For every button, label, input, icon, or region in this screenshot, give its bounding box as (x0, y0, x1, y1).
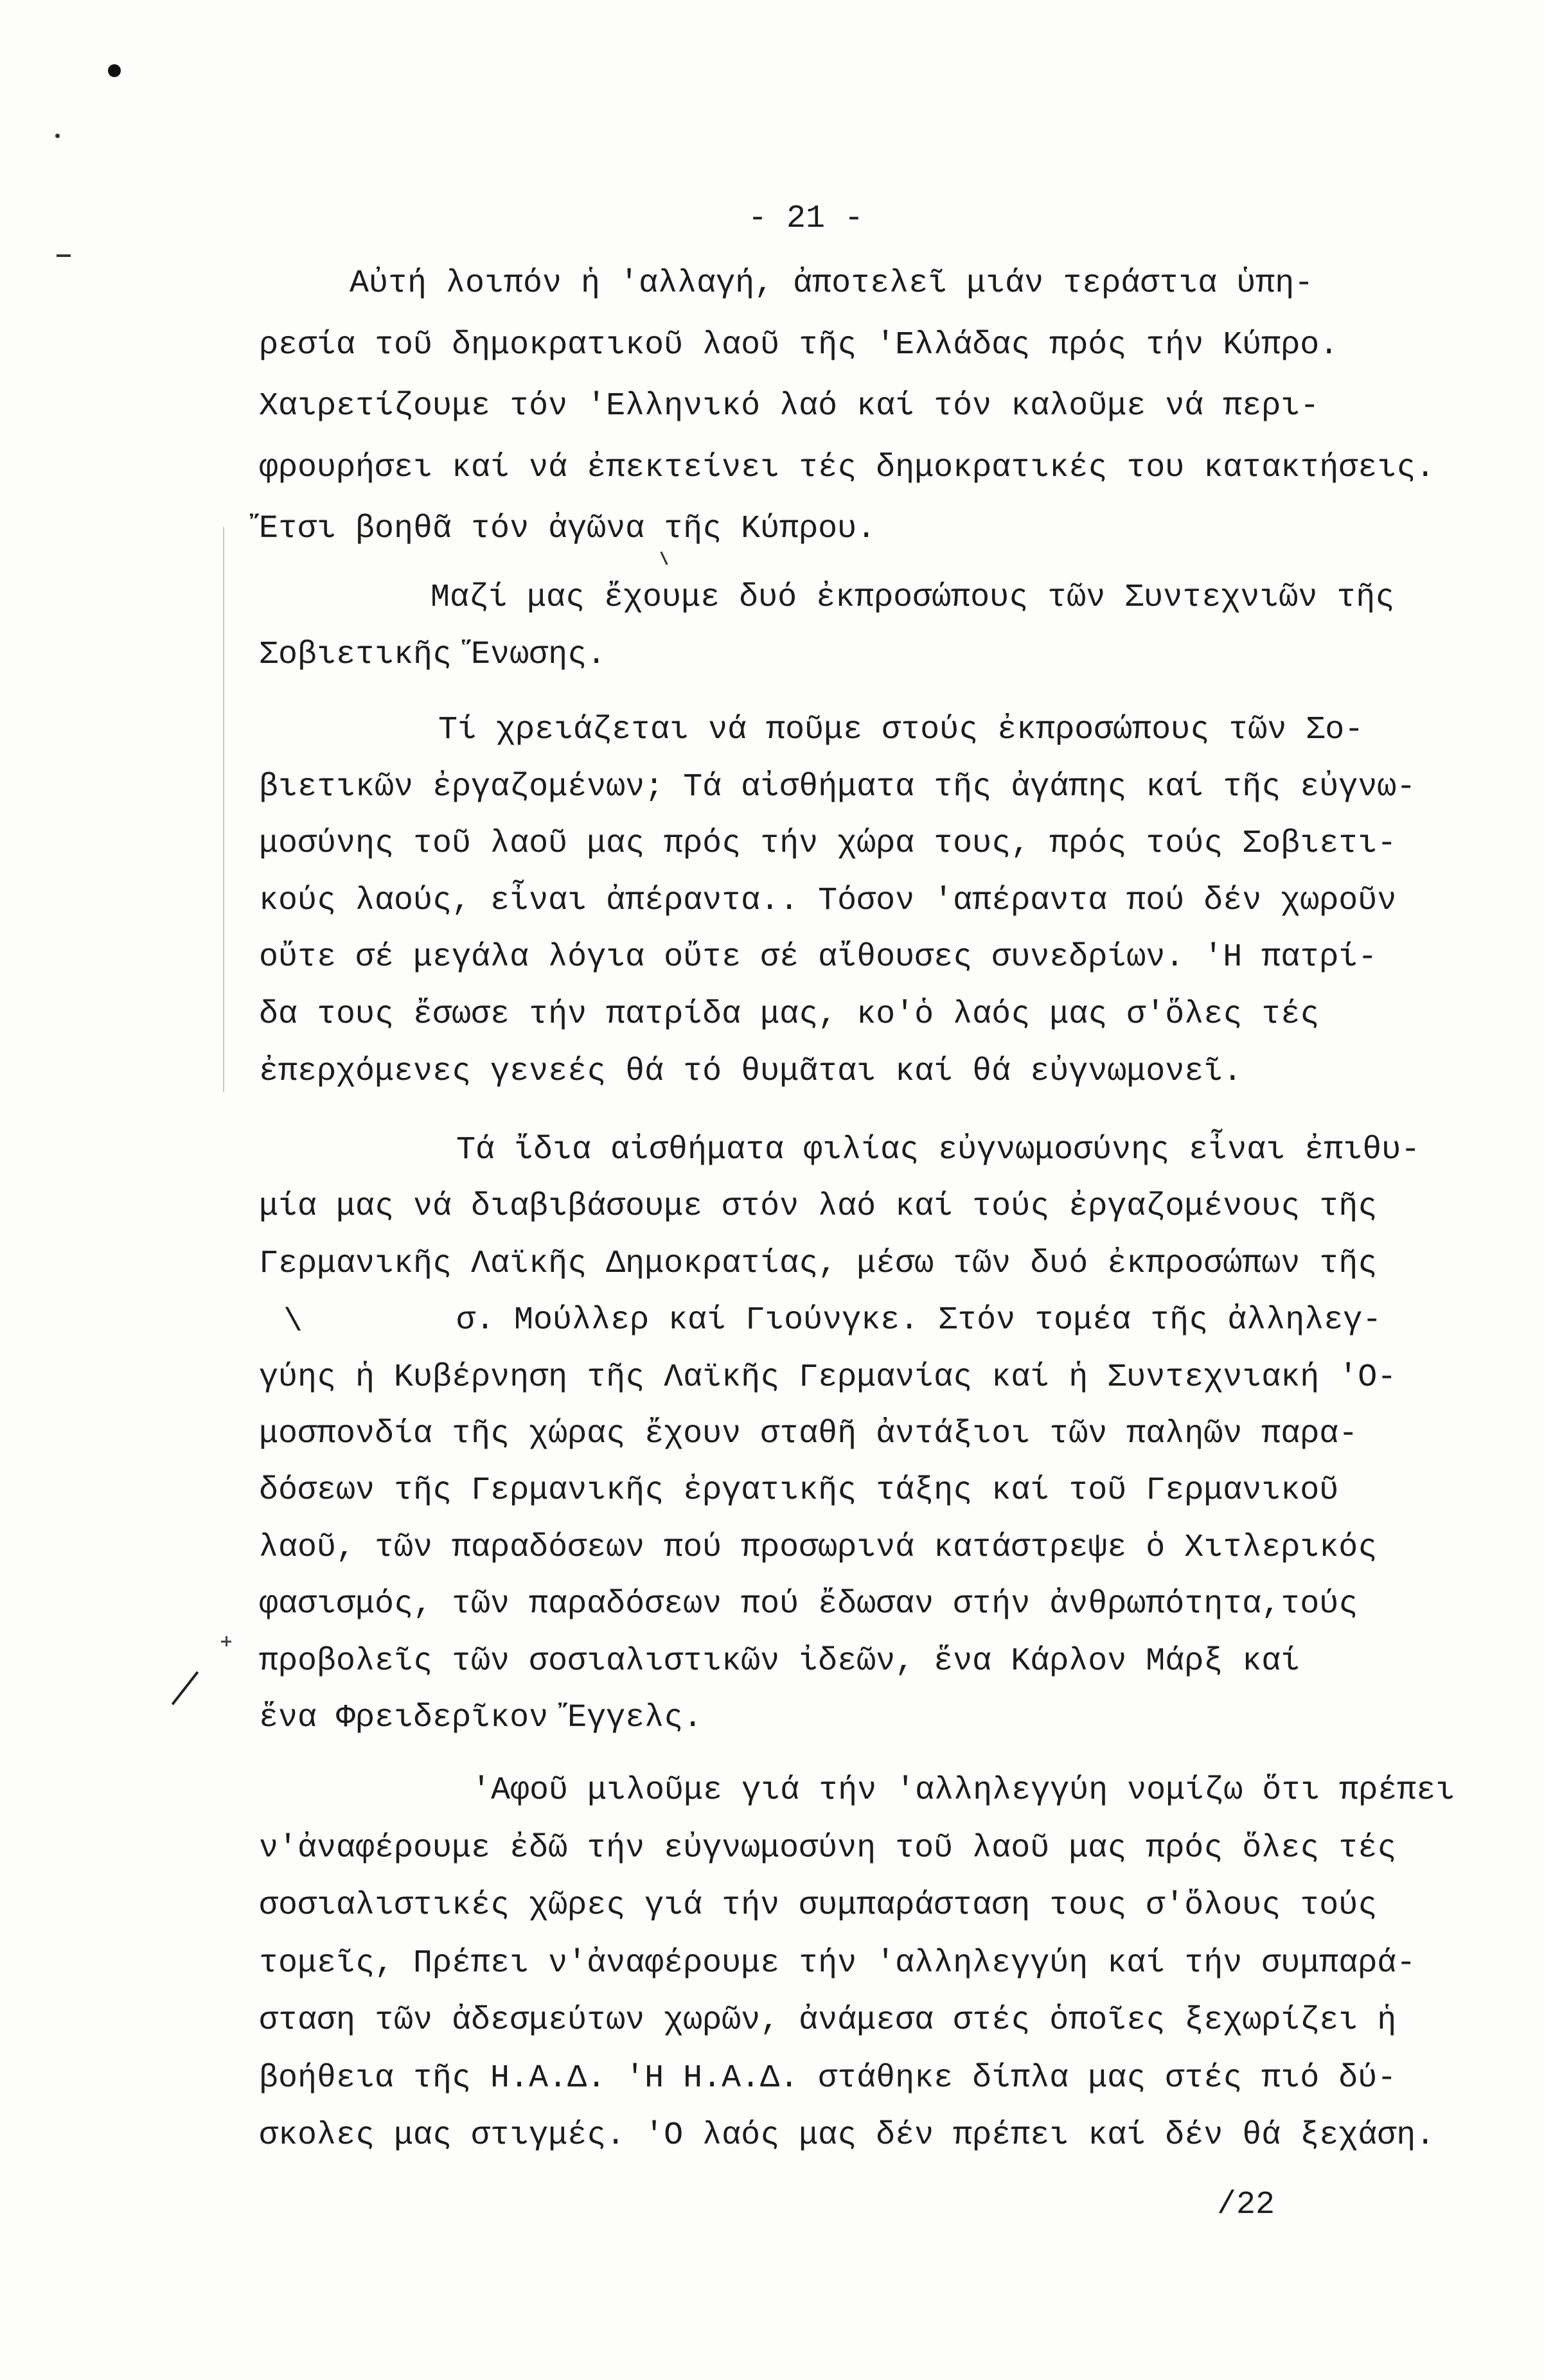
text-line: Αὐτή λοιπόν ἡ 'αλλαγή, ἀποτελεῖ μιάν τεράστια ὑπη- (350, 265, 1314, 302)
ink-speck-mark (55, 134, 60, 138)
text-line: γύης ἡ Κυβέρνηση τῆς Λαϊκῆς Γερμανίας καί ἡ Συντεχνιακή 'Ο- (259, 1359, 1397, 1396)
margin-backslash-mark: \ (283, 1304, 303, 1341)
text-line: δα τους ἔσωσε τήν πατρίδα μας, κο'ὁ λαός μας σ'ὅλες τές (259, 996, 1320, 1033)
text-line: Τά ἴδια αἰσθήματα φιλίας εὐγνωμοσύνης εἶναι ἐπιθυ- (456, 1132, 1421, 1168)
text-line: μοσπονδία τῆς χώρας ἔχουν σταθῆ ἀντάξιοι τῶν παληῶν παρα- (259, 1416, 1358, 1453)
paragraph (259, 569, 1518, 683)
text-line: σ. Μούλλερ καί Γιούνγκε. Στόν τομέα τῆς ἀλληλεγ- (456, 1302, 1382, 1339)
text-line: Μαζί μας ἔχουμε δυό ἐκπροσώπους τῶν Συντεχνιῶν τῆς (430, 579, 1395, 616)
paper-fold-line (223, 527, 224, 1092)
text-line: σταση τῶν ἀδεσμεύτων χωρῶν, ἀνάμεσα στές ὁποῖες ξεχωρίζει ἡ (259, 2002, 1397, 2039)
text-line: ἕνα Φρειδερῖκον Ἔγγελς. (259, 1700, 703, 1737)
punch-hole-mark (108, 64, 121, 77)
paragraph (259, 702, 1518, 1100)
paragraph (259, 253, 1518, 560)
text-line: τομεῖς, Πρέπει ν'ἀναφέρουμε τήν 'αλληλεγγύη καί τήν συμπαρά- (259, 1944, 1416, 1982)
text-line: φρουρήσει καί νά ἐπεκτείνει τές δημοκρατικές του κατακτήσεις. (259, 449, 1435, 486)
text-line: Σοβιετικῆς Ἕνωσης. (259, 637, 607, 673)
text-line: δόσεων τῆς Γερμανικῆς ἐργατικῆς τάξης καί τοῦ Γερμανικοῦ (259, 1472, 1339, 1510)
text-line: προβολεῖς τῶν σοσιαλιστικῶν ἰδεῶν, ἕνα Κάρλον Μάρξ καί (259, 1643, 1300, 1680)
text-line: Γερμανικῆς Λαϊκῆς Δημοκρατίας, μέσω τῶν δυό ἐκπροσώπων τῆς (259, 1245, 1378, 1282)
paragraph (259, 1762, 1518, 2165)
text-line: οὔτε σέ μεγάλα λόγια οὔτε σέ αἴθουσες συνεδρίων. 'Η πατρί- (259, 939, 1378, 976)
text-line: Ἔτσι βοηθᾶ τόν ἀγῶνα τῆς Κύπρου. (259, 511, 876, 547)
margin-dash-mark (57, 254, 71, 257)
paragraph (259, 1122, 1518, 1747)
page-number: - 21 - (747, 200, 864, 237)
text-line: ρεσία τοῦ δημοκρατικοῦ λαοῦ τῆς 'Ελλάδας πρός τήν Κύπρο. (259, 326, 1339, 364)
text-line: βοήθεια τῆς Η.Α.Δ. 'Η Η.Α.Δ. στάθηκε δίπλα μας στές πιό δύ- (259, 2059, 1397, 2097)
text-line: σκολες μας στιγμές. 'Ο λαός μας δέν πρέπει καί δέν θά ξεχάση. (259, 2117, 1435, 2154)
text-line: ἐπερχόμενες γενεές θά τό θυμᾶται καί θά εὐγνωμονεῖ. (259, 1053, 1243, 1090)
text-line: φασισμός, τῶν παραδόσεων πού ἔδωσαν στήν ἀνθρωπότητα,τούς (259, 1586, 1358, 1623)
text-line: βιετικῶν ἐργαζομένων; Τά αἰσθήματα τῆς ἀγάπης καί τῆς εὐγνω- (259, 768, 1416, 806)
margin-pen-slash-mark (172, 1671, 199, 1706)
text-line: μία μας νά διαβιβάσουμε στόν λαό καί τούς ἐργαζομένους τῆς (259, 1188, 1378, 1226)
text-line: μοσύνης τοῦ λαοῦ μας πρός τήν χώρα τους, πρός τούς Σοβιετι- (259, 825, 1397, 863)
text-line: Χαιρετίζουμε τόν 'Ελληνικό λαό καί τόν καλοῦμε νά περι- (259, 388, 1320, 425)
next-page-marker: /22 (1217, 2187, 1275, 2223)
text-line: λαοῦ, τῶν παραδόσεων πού προσωρινά κατάστρεψε ὁ Χιτλερικός (259, 1529, 1378, 1566)
text-line: 'Αφοῦ μιλοῦμε γιά τήν 'αλληλεγγύη νομίζω ὅτι πρέπει (472, 1772, 1455, 1809)
text-line: κούς λαούς, εἶναι ἀπέραντα.. Τόσον 'απέραντα πού δέν χωροῦν (259, 882, 1397, 919)
text-line: Τί χρειάζεται νά ποῦμε στούς ἐκπροσώπους τῶν Σο- (438, 712, 1364, 748)
text-line: σοσιαλιστικές χῶρες γιά τήν συμπαράσταση τους σ'ὅλους τούς (259, 1887, 1378, 1924)
margin-plus-mark (226, 1636, 227, 1646)
text-line: ν'ἀναφέρουμε ἐδῶ τήν εὐγνωμοσύνη τοῦ λαοῦ μας πρός ὅλες τές (259, 1829, 1397, 1867)
